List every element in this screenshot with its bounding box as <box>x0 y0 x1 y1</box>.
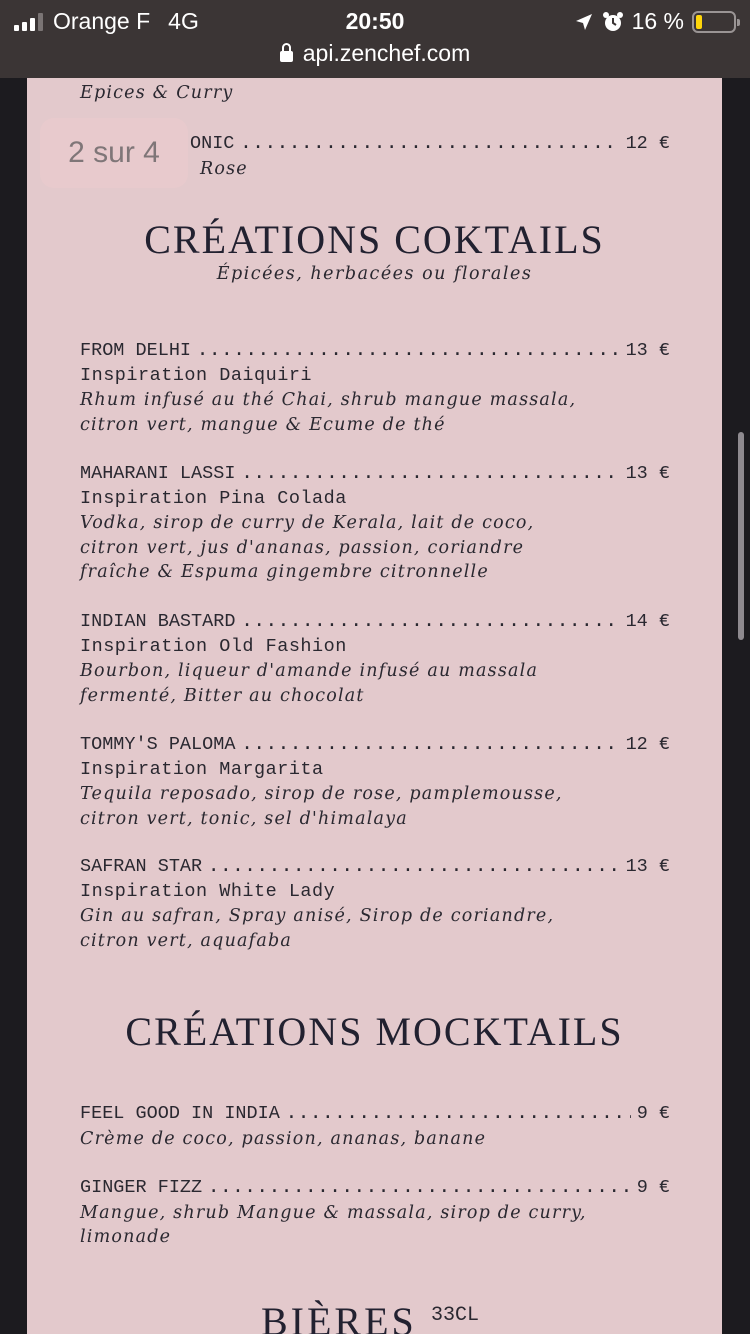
menu-item-tommys-paloma <box>80 732 670 831</box>
section-title-mocktails: CRÉATIONS MOCKTAILS <box>125 1009 624 1054</box>
alarm-clock-icon <box>602 11 624 33</box>
item-price: 12 € <box>625 133 670 154</box>
item-desc-line: citron vert, tonic, sel d'himalaya <box>80 808 408 829</box>
item-price: 13 € <box>625 340 670 361</box>
item-desc-line: citron vert, jus d'ananas, passion, coriandre <box>80 537 525 558</box>
item-price: 14 € <box>625 611 670 632</box>
menu-item-safran-star <box>80 854 670 953</box>
leader-dots <box>241 609 619 634</box>
menu-page <box>27 78 722 1334</box>
battery-level-fill <box>696 15 702 29</box>
battery-icon <box>692 11 736 33</box>
section-title-cocktails: CRÉATIONS COKTAILS <box>144 217 605 262</box>
item-desc-line: Bourbon, liqueur d'amande infusé au massala <box>80 661 539 681</box>
item-name: TOMMY'S PALOMA <box>80 734 236 755</box>
item-name: MAHARANI LASSI <box>80 463 236 484</box>
item-price: 13 € <box>625 463 670 484</box>
item-desc-line: Crème de coco, passion, ananas, banane <box>80 1128 487 1149</box>
item-inspiration: Inspiration White Lady <box>80 880 336 902</box>
leader-dots <box>197 338 620 363</box>
menu-item-ginger-fizz <box>80 1175 670 1250</box>
item-desc-line: fraîche & Espuma gingembre citronnelle <box>80 562 489 582</box>
menu-item-indian-bastard <box>80 609 670 708</box>
carrier-name: Orange F <box>53 8 151 34</box>
lock-icon <box>280 51 293 62</box>
section-title-beers: BIÈRES <box>261 1299 417 1334</box>
item-desc-line: Gin au safran, Spray anisé, Sirop de coriandre, <box>80 906 555 926</box>
item-desc-line: limonade <box>80 1227 172 1247</box>
item-desc-line: fermenté, Bitter au chocolat <box>80 685 365 706</box>
status-right <box>574 8 736 35</box>
leader-dots <box>286 1101 631 1126</box>
item-price: 9 € <box>636 1103 670 1124</box>
leader-dots <box>241 461 619 486</box>
item-inspiration: Inspiration Old Fashion <box>80 635 347 657</box>
menu-item-from-delhi <box>80 338 670 437</box>
leader-dots <box>241 732 619 757</box>
url-domain[interactable]: api.zenchef.com <box>302 40 471 66</box>
status-time: 20:50 <box>345 8 405 34</box>
item-price: 12 € <box>625 734 670 755</box>
item-name: FROM DELHI <box>80 340 192 361</box>
item-name: ONIC <box>190 133 235 154</box>
status-bar <box>0 0 750 78</box>
item-name: INDIAN BASTARD <box>80 611 236 632</box>
item-inspiration: Inspiration Daiquiri <box>80 364 313 386</box>
partial-item-top <box>80 81 670 106</box>
item-name: FEEL GOOD IN INDIA <box>80 1103 280 1124</box>
item-desc-line: Mangue, shrub Mangue & massala, sirop de curry, <box>80 1202 587 1223</box>
section-subtitle-cocktails: Épicées, herbacées ou florales <box>216 264 533 284</box>
location-arrow-icon <box>574 12 594 32</box>
section-subtitle-beers: 33CL <box>431 1304 480 1327</box>
battery-percent: 16 % <box>631 8 684 34</box>
item-inspiration: Inspiration Margarita <box>80 758 324 780</box>
menu-item-feel-good-in-india <box>80 1101 670 1151</box>
page-indicator: 2 sur 4 <box>40 118 188 188</box>
leader-dots <box>208 1175 631 1200</box>
item-desc-line: Vodka, sirop de curry de Kerala, lait de coco, <box>80 513 535 533</box>
menu-item-maharani-lassi <box>80 461 670 585</box>
item-desc-line: Tequila reposado, sirop de rose, pamplemousse, <box>80 784 563 804</box>
item-name: GINGER FIZZ <box>80 1177 203 1198</box>
item-price: 13 € <box>625 856 670 877</box>
url-bar[interactable] <box>0 40 750 67</box>
item-price: 9 € <box>636 1177 670 1198</box>
leader-dots <box>208 854 619 879</box>
item-desc-line: Rhum infusé au thé Chai, shrub mangue massala, <box>80 390 577 410</box>
item-desc-line: citron vert, mangue & Ecume de thé <box>80 414 446 435</box>
partial-desc-line: Epices & Curry <box>80 83 234 103</box>
scrollbar[interactable] <box>738 432 744 640</box>
item-inspiration: Inspiration Pina Colada <box>80 487 347 509</box>
network-type: 4G <box>168 8 199 34</box>
item-desc-line: Rose <box>200 158 248 179</box>
leader-dots <box>240 131 619 156</box>
item-desc-line: citron vert, aquafaba <box>80 930 293 951</box>
item-name: SAFRAN STAR <box>80 856 203 877</box>
